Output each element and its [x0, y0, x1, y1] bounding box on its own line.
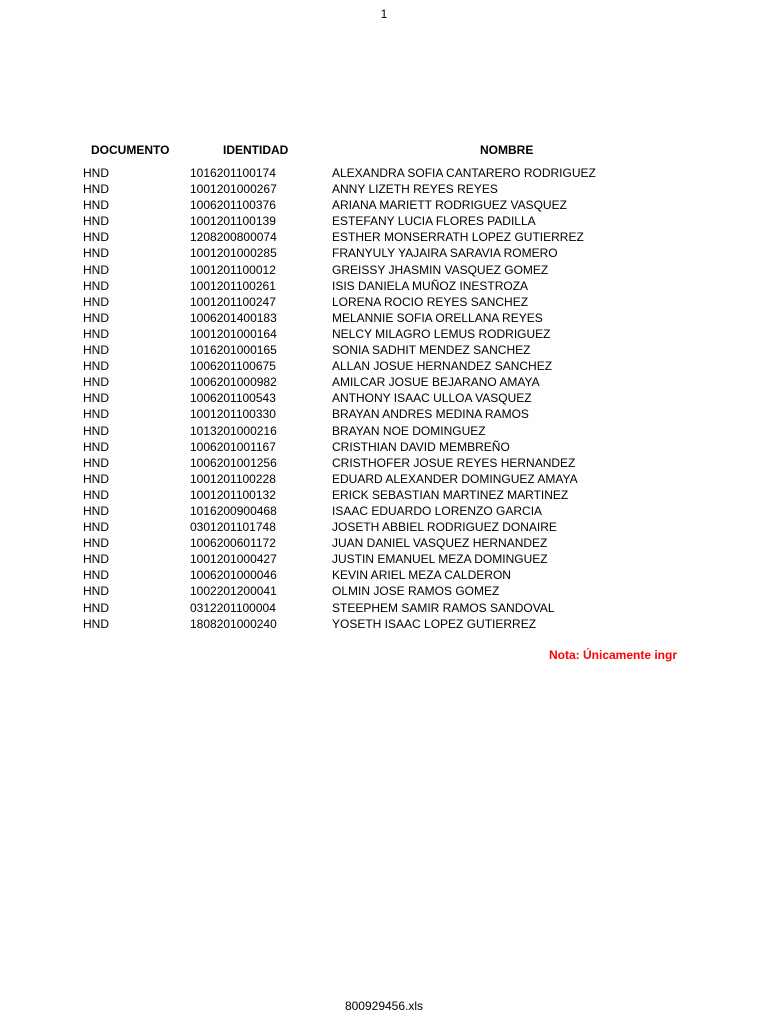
- cell-nombre: EDUARD ALEXANDER DOMINGUEZ AMAYA: [332, 471, 578, 486]
- table-header: [0, 143, 768, 159]
- cell-nombre: ALEXANDRA SOFIA CANTARERO RODRIGUEZ: [332, 166, 596, 180]
- table-row: [0, 358, 768, 374]
- cell-nombre: ANNY LIZETH REYES REYES: [332, 182, 498, 197]
- cell-documento: HND: [83, 503, 109, 518]
- cell-identidad: 1001201100247: [190, 294, 276, 309]
- table-row: [0, 326, 768, 342]
- cell-nombre: ISIS DANIELA MUÑOZ INESTROZA: [332, 278, 529, 293]
- cell-documento: HND: [83, 343, 109, 358]
- cell-documento: HND: [83, 262, 109, 277]
- table-row: [0, 342, 768, 358]
- cell-documento: HND: [83, 616, 109, 631]
- cell-nombre: ARIANA MARIETT RODRIGUEZ VASQUEZ: [332, 198, 567, 213]
- table-row: [0, 229, 768, 245]
- cell-nombre: AMILCAR JOSUE BEJARANO AMAYA: [332, 375, 540, 390]
- cell-identidad: 1016201000165: [190, 343, 277, 358]
- table-row: [0, 165, 768, 181]
- cell-documento: HND: [83, 246, 109, 261]
- cell-identidad: 1208200800074: [190, 230, 277, 245]
- cell-documento: HND: [83, 439, 109, 454]
- cell-nombre: ISAAC EDUARDO LORENZO GARCIA: [332, 503, 543, 518]
- cell-nombre: BRAYAN ANDRES MEDINA RAMOS: [332, 407, 529, 422]
- cell-documento: HND: [83, 326, 109, 341]
- table-row: [0, 406, 768, 422]
- cell-identidad: 1001201000164: [190, 326, 277, 341]
- cell-documento: HND: [83, 391, 109, 406]
- cell-identidad: 1013201000216: [190, 423, 277, 438]
- cell-identidad: 1016200900468: [190, 503, 277, 518]
- table-row: [0, 294, 768, 310]
- cell-documento: HND: [83, 214, 109, 229]
- cell-identidad: 1001201100012: [190, 262, 276, 277]
- cell-identidad: 1001201000427: [190, 552, 277, 567]
- cell-documento: HND: [83, 407, 109, 422]
- cell-identidad: 1006201000982: [190, 375, 277, 390]
- cell-nombre: LORENA ROCIO REYES SANCHEZ: [332, 294, 529, 309]
- table-row: [0, 551, 768, 567]
- cell-identidad: 1006201001256: [190, 455, 277, 470]
- cell-nombre: ALLAN JOSUE HERNANDEZ SANCHEZ: [332, 359, 553, 374]
- cell-nombre: SONIA SADHIT MENDEZ SANCHEZ: [332, 343, 531, 358]
- cell-identidad: 1001201000267: [190, 182, 277, 197]
- table-row: [0, 487, 768, 503]
- table-row: [0, 503, 768, 519]
- table-row: [0, 278, 768, 294]
- cell-identidad: 1006201001167: [190, 439, 276, 454]
- cell-identidad: 1001201100139: [190, 214, 276, 229]
- cell-documento: HND: [83, 375, 109, 390]
- cell-nombre: OLMIN JOSE RAMOS GOMEZ: [332, 584, 500, 599]
- cell-nombre: GREISSY JHASMIN VASQUEZ GOMEZ: [332, 262, 549, 277]
- table-row: [0, 535, 768, 551]
- cell-nombre: CRISTHOFER JOSUE REYES HERNANDEZ: [332, 455, 576, 470]
- cell-documento: HND: [83, 536, 109, 551]
- cell-nombre: JUAN DANIEL VASQUEZ HERNANDEZ: [332, 536, 548, 551]
- cell-documento: HND: [83, 455, 109, 470]
- table-row: [0, 423, 768, 439]
- cell-identidad: 1808201000240: [190, 616, 277, 631]
- table-row: [0, 390, 768, 406]
- cell-identidad: 1016201100174: [190, 166, 276, 180]
- table-row: [0, 439, 768, 455]
- table-row: [0, 197, 768, 213]
- cell-nombre: NELCY MILAGRO LEMUS RODRIGUEZ: [332, 326, 551, 341]
- cell-identidad: 1006200601172: [190, 536, 276, 551]
- cell-identidad: 1001201100330: [190, 407, 276, 422]
- table-row: [0, 455, 768, 471]
- table-row: [0, 262, 768, 278]
- cell-nombre: ANTHONY ISAAC ULLOA VASQUEZ: [332, 391, 532, 406]
- table-row: [0, 519, 768, 535]
- cell-documento: HND: [83, 359, 109, 374]
- table-body: [0, 165, 768, 632]
- table-row: [0, 471, 768, 487]
- cell-nombre: KEVIN ARIEL MEZA CALDERON: [332, 568, 511, 583]
- cell-nombre: CRISTHIAN DAVID MEMBREÑO: [332, 439, 510, 454]
- cell-documento: HND: [83, 423, 109, 438]
- table-row: [0, 616, 768, 632]
- table-row: [0, 310, 768, 326]
- note-text: Nota: Únicamente ingr: [549, 648, 678, 662]
- cell-documento: HND: [83, 471, 109, 486]
- cell-documento: HND: [83, 568, 109, 583]
- cell-documento: HND: [83, 278, 109, 293]
- cell-documento: HND: [83, 552, 109, 567]
- cell-identidad: 1006201100543: [190, 391, 276, 406]
- cell-documento: HND: [83, 600, 109, 615]
- cell-identidad: 0312201100004: [190, 600, 276, 615]
- cell-identidad: 1001201100228: [190, 471, 276, 486]
- cell-documento: HND: [83, 182, 109, 197]
- cell-documento: HND: [83, 294, 109, 309]
- cell-nombre: JOSETH ABBIEL RODRIGUEZ DONAIRE: [332, 520, 557, 535]
- table-row: [0, 245, 768, 261]
- cell-identidad: 1002201200041: [190, 584, 277, 599]
- cell-nombre: ESTEFANY LUCIA FLORES PADILLA: [332, 214, 536, 229]
- cell-documento: HND: [83, 198, 109, 213]
- table-row: [0, 583, 768, 599]
- table-row: [0, 600, 768, 616]
- cell-identidad: 1006201100675: [190, 359, 276, 374]
- cell-nombre: JUSTIN EMANUEL MEZA DOMINGUEZ: [332, 552, 548, 567]
- cell-documento: HND: [83, 166, 109, 180]
- cell-identidad: 1006201100376: [190, 198, 276, 213]
- table-row: [0, 213, 768, 229]
- footer-filename: 800929456.xls: [344, 999, 424, 1013]
- table-row: [0, 567, 768, 583]
- page-number: 1: [380, 7, 388, 21]
- cell-documento: HND: [83, 487, 109, 502]
- cell-nombre: ESTHER MONSERRATH LOPEZ GUTIERREZ: [332, 230, 584, 245]
- cell-nombre: BRAYAN NOE DOMINGUEZ: [332, 423, 486, 438]
- cell-identidad: 1001201100261: [190, 278, 276, 293]
- table-row: [0, 374, 768, 390]
- header-documento: DOCUMENTO: [91, 143, 170, 157]
- cell-identidad: 1001201000285: [190, 246, 277, 261]
- cell-nombre: STEEPHEM SAMIR RAMOS SANDOVAL: [332, 600, 555, 615]
- cell-documento: HND: [83, 520, 109, 535]
- cell-identidad: 1006201000046: [190, 568, 277, 583]
- cell-nombre: YOSETH ISAAC LOPEZ GUTIERREZ: [332, 616, 537, 631]
- cell-documento: HND: [83, 584, 109, 599]
- cell-nombre: ERICK SEBASTIAN MARTINEZ MARTINEZ: [332, 487, 569, 502]
- header-identidad: IDENTIDAD: [223, 143, 289, 157]
- cell-nombre: FRANYULY YAJAIRA SARAVIA ROMERO: [332, 246, 558, 261]
- cell-identidad: 0301201101748: [190, 520, 276, 535]
- cell-identidad: 1006201400183: [190, 310, 277, 325]
- cell-nombre: MELANNIE SOFIA ORELLANA REYES: [332, 310, 543, 325]
- cell-identidad: 1001201100132: [190, 487, 276, 502]
- cell-documento: HND: [83, 310, 109, 325]
- cell-documento: HND: [83, 230, 109, 245]
- header-nombre: NOMBRE: [480, 143, 534, 157]
- table-row: [0, 181, 768, 197]
